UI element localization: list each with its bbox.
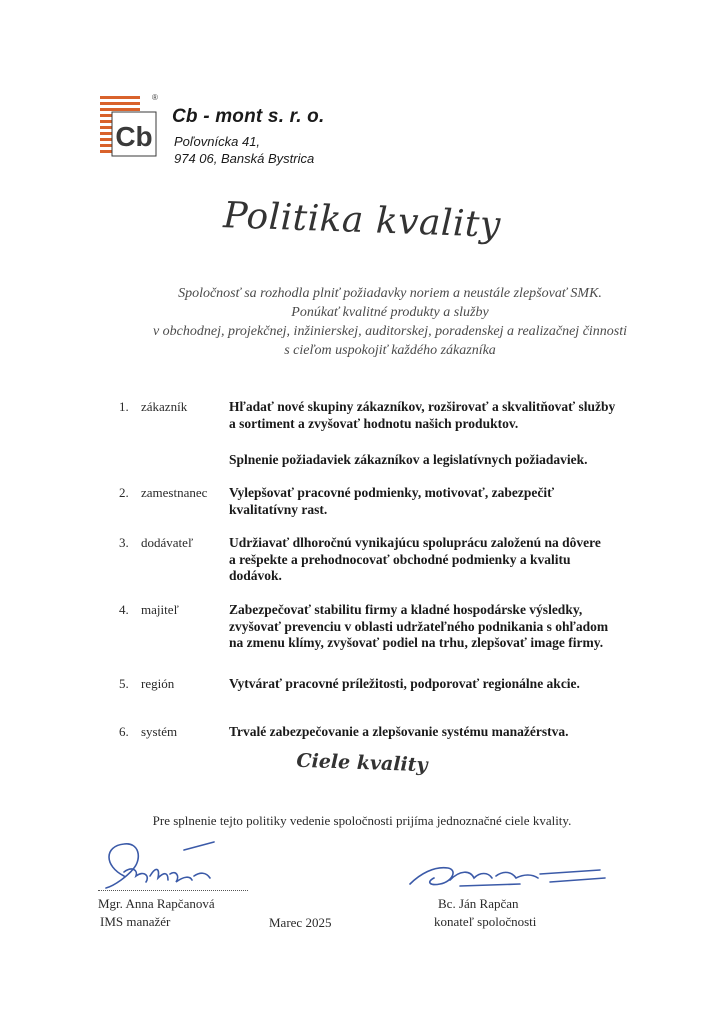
item-number: 1. xyxy=(119,399,129,414)
item-role: región xyxy=(141,676,175,691)
item-text xyxy=(229,485,649,518)
item-text-line: Udržiavať dlhoročnú vynikajúcu spoluprácu založenú na dôvere xyxy=(229,535,601,550)
intro-line: Spoločnosť sa rozhodla plniť požiadavky noriem a neustále zlepšovať SMK. xyxy=(178,286,602,301)
address-line-street: Poľovnícka 41, xyxy=(174,134,261,149)
item-role: majiteľ xyxy=(141,602,179,617)
item-text-line: Zabezpečovať stabilitu firmy a kladné hospodárske výsledky, xyxy=(229,602,583,617)
item-text-line: kvalitatívny rast. xyxy=(229,501,328,517)
item-text xyxy=(229,676,649,693)
document-title: Politika kvality xyxy=(222,195,502,246)
item-text xyxy=(229,535,649,585)
item-role: zákazník xyxy=(141,399,188,414)
item-role: dodávateľ xyxy=(141,535,194,550)
item-text-line: Vytvárať pracovné príležitosti, podporovať regionálne akcie. xyxy=(229,676,580,691)
address-line-city: 974 06, Banská Bystrica xyxy=(174,151,315,166)
item-label xyxy=(119,602,179,618)
item-label xyxy=(119,399,187,415)
item-label xyxy=(119,485,207,501)
item-number: 4. xyxy=(119,602,129,617)
item-number: 6. xyxy=(119,724,129,739)
intro-line: s cieľom uspokojiť každého zákazníka xyxy=(284,343,496,358)
item-text-line: Trvalé zabezpečovanie a zlepšovanie systému manažérstva. xyxy=(229,724,569,739)
intro-line: Ponúkať kvalitné produkty a služby xyxy=(291,305,489,320)
item-text-line: Hľadať nové skupiny zákazníkov, rozširovať a skvalitňovať služby xyxy=(229,399,616,414)
item-text-line: a sortiment a zvyšovať hodnotu našich produktov. xyxy=(229,415,519,431)
company-logo xyxy=(98,92,158,160)
signature-right xyxy=(400,856,610,896)
item-number: 3. xyxy=(119,535,129,550)
policy-statement: Pre splnenie tejto politiky vedenie spoločnosti prijíma jednoznačné ciele kvality. xyxy=(152,813,572,828)
item-text xyxy=(229,452,649,469)
item-role: systém xyxy=(141,724,178,739)
intro-paragraph xyxy=(110,284,670,360)
item-text-line: dodávok. xyxy=(229,568,282,583)
item-role: zamestnanec xyxy=(141,485,208,500)
item-text-line: a rešpekte a prehodnocovať obchodné podmienky a kvalitu xyxy=(229,551,571,567)
item-text-line: Splnenie požiadaviek zákazníkov a legislatívnych požiadaviek. xyxy=(229,452,588,467)
item-label xyxy=(119,676,174,692)
item-label xyxy=(119,535,193,551)
item-number: 5. xyxy=(119,676,129,691)
signature-left xyxy=(94,836,244,898)
item-number: 2. xyxy=(119,485,129,500)
signatory-right-name: Bc. Ján Rapčan xyxy=(438,896,519,911)
quality-goals-heading: Ciele kvality xyxy=(296,749,428,777)
signatory-right-role: konateľ spoločnosti xyxy=(434,914,537,929)
company-address xyxy=(174,133,314,167)
item-text-line: Vylepšovať pracovné podmienky, motivovať, zabezpečiť xyxy=(229,485,555,500)
signatory-left-role: IMS manažér xyxy=(100,914,171,929)
item-text xyxy=(229,724,649,741)
item-text xyxy=(229,399,649,432)
item-text-line: na zmenu klímy, zvyšovať podiel na trhu, zlepšovať image firmy. xyxy=(229,635,604,650)
registered-mark: ® xyxy=(152,93,158,102)
intro-line: v obchodnej, projekčnej, inžinierskej, auditorskej, poradenskej a realizačnej činnosti xyxy=(152,324,628,339)
document-date: Marec 2025 xyxy=(269,915,332,930)
company-name: Cb - mont s. r. o. xyxy=(172,106,325,127)
signatory-left-name: Mgr. Anna Rapčanová xyxy=(98,896,215,911)
item-text xyxy=(229,602,649,652)
signature-line-left xyxy=(98,890,248,891)
logo-letters: Cb xyxy=(115,121,153,152)
item-text-line: zvyšovať prevenciu v oblasti udržateľného podnikania s ohľadom xyxy=(229,618,609,634)
item-label xyxy=(119,724,177,740)
